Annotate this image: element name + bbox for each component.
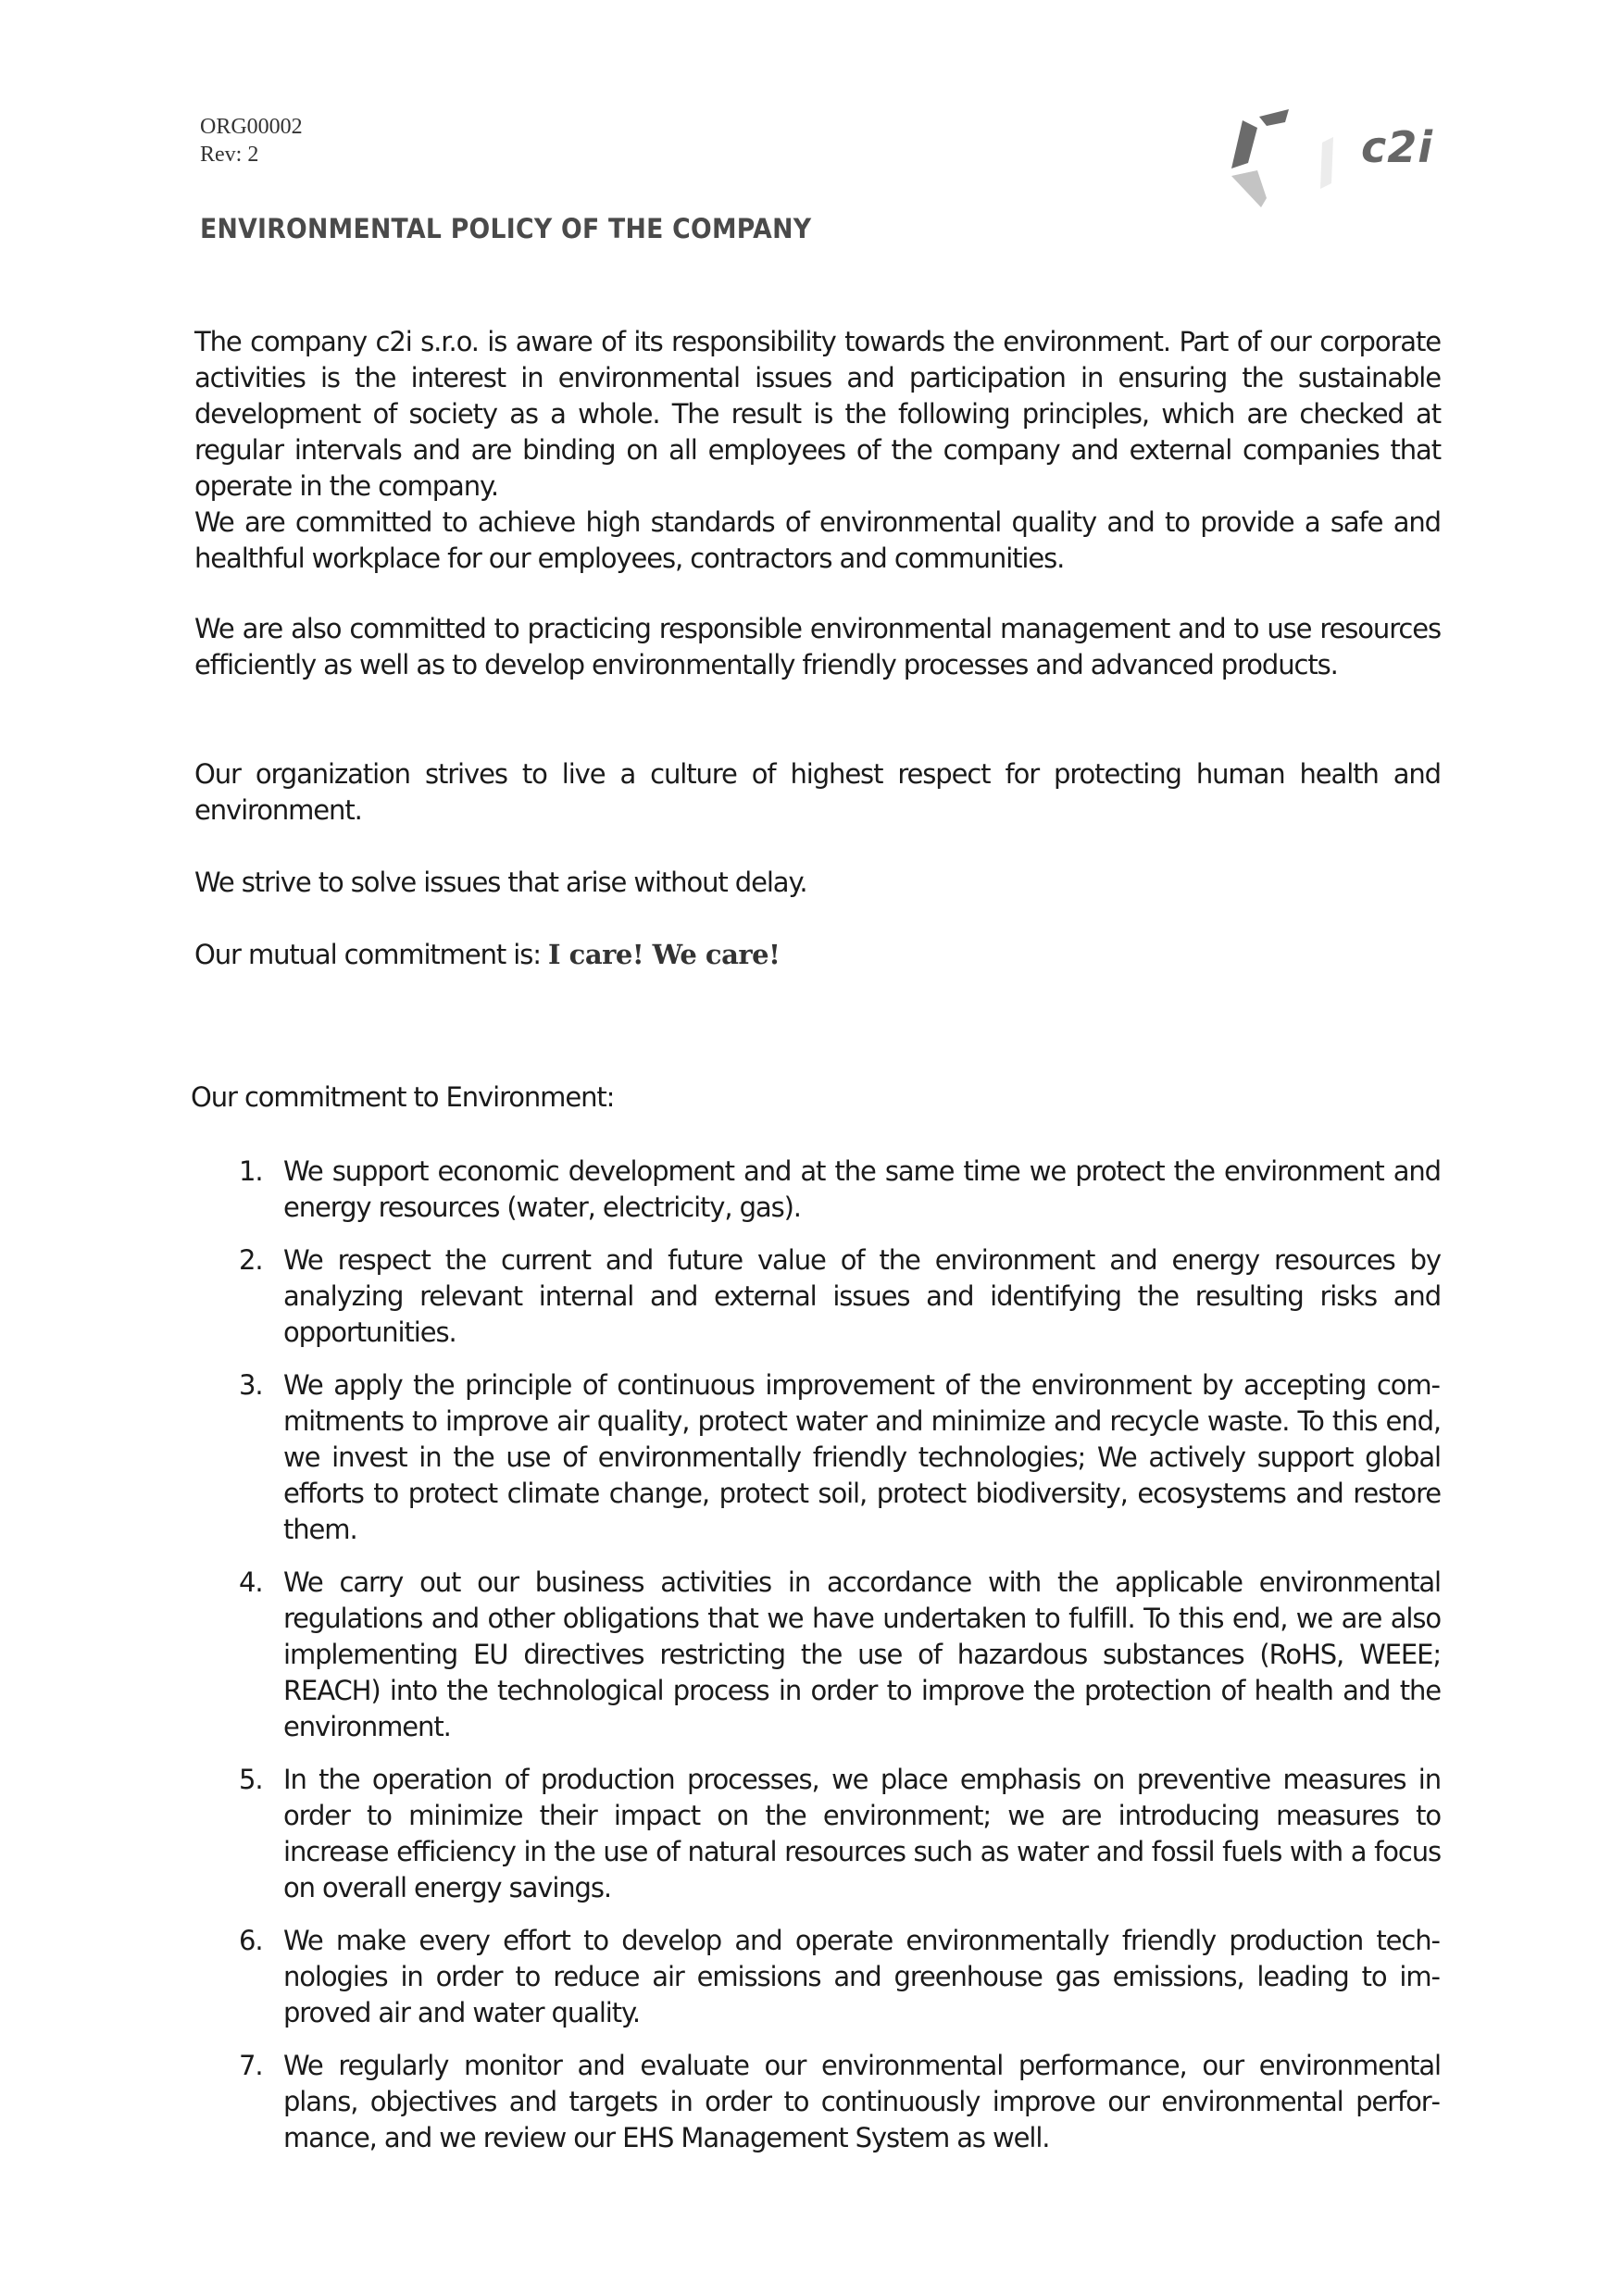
company-logo <box>1220 109 1461 211</box>
strive-section <box>194 865 1441 901</box>
list-item-text: In the operation of production processes, we place emphasis on preventive measures in order to minimize their impact on the environment; we are introducing measures to increase efficiency in the use of natural resources such as water and fossil fuels with a focus on overall energy savings. <box>283 1764 1441 1903</box>
mutual-commitment-motto: I care! We care! <box>548 939 781 970</box>
list-item <box>231 1154 1441 1226</box>
mutual-commitment-paragraph <box>194 937 1441 973</box>
organization-section <box>194 756 1441 829</box>
list-item <box>231 1367 1441 1548</box>
strive-paragraph: We strive to solve issues that arise without delay. <box>194 867 807 898</box>
list-item-text: We regularly monitor and evaluate our environmental performance, our environmental plans, objectives and targets in order to continuously improve our environmental performance, and we review our EHS Management System as well. <box>283 2050 1441 2153</box>
document-meta <box>200 113 303 168</box>
mutual-commitment-prefix: Our mutual commitment is: <box>194 939 549 970</box>
committed-paragraph: We are committed to achieve high standards of environmental quality and to provide a safe and healthful workplace for our employees, contractors and communities. <box>194 506 1441 574</box>
list-item <box>231 1242 1441 1351</box>
intro-section <box>194 324 1441 577</box>
document-revision: Rev: 2 <box>200 143 259 167</box>
list-item-number: 7. <box>239 2050 263 2081</box>
list-item-text: We support economic development and at the same time we protect the environment and energy resources (water, electricity, gas). <box>283 1155 1441 1223</box>
mutual-commitment-section <box>194 937 1441 973</box>
list-item-text: We carry out our business activities in accordance with the applicable environmental regulations and other obligations that we have undertaken to fulfill. To this end, we are also implementing EU directives restricting the use of hazardous substances (RoHS, WEEE; REACH) into the technological process in order to improve the protection of health and the environment. <box>283 1566 1441 1742</box>
also-committed-section <box>194 611 1441 683</box>
c2i-logo-mark-icon <box>1220 109 1359 211</box>
list-item-number: 6. <box>239 1925 263 1956</box>
list-item <box>231 1762 1441 1906</box>
list-item-number: 1. <box>239 1155 263 1187</box>
commitment-list <box>231 1154 1441 2173</box>
commitment-heading: Our commitment to Environment: <box>191 1081 615 1113</box>
list-item-number: 2. <box>239 1244 263 1276</box>
logo-wordmark: c2i <box>1361 122 1434 172</box>
intro-paragraph: The company c2i s.r.o. is aware of its responsibility towards the environment. Part of our corporate activities is the interest in environmental issues and participation in ensuring the sustainable development of society as a whole. The result is the following principles, which are checked at regular intervals and are binding on all employees of the company and external companies that operate in the company. <box>194 326 1441 502</box>
list-item-text: We respect the current and future value of the environment and energy resources by analyzing relevant internal and external issues and identifying the resulting risks and opportunities. <box>283 1244 1441 1348</box>
also-committed-paragraph: We are also committed to practicing responsible environmental management and to use resources efficiently as well as to develop environmentally friendly processes and advanced products. <box>194 613 1441 680</box>
list-item-text: We make every effort to develop and operate environmentally friendly production technologies in order to reduce air emissions and greenhouse gas emissions, leading to improved air and water quality. <box>283 1925 1441 2028</box>
list-item <box>231 2048 1441 2156</box>
list-item <box>231 1923 1441 2031</box>
list-item-number: 3. <box>239 1369 263 1401</box>
commitment-heading-section <box>191 1079 1437 1116</box>
list-item <box>231 1565 1441 1745</box>
document-code: ORG00002 <box>200 115 303 139</box>
organization-paragraph: Our organization strives to live a culture of highest respect for protecting human health and environment. <box>194 758 1441 826</box>
list-item-text: We apply the principle of continuous improvement of the environment by accepting commitments to improve air quality, protect water and minimize and recycle waste. To this end, we invest in the use of environmentally friendly technologies; We actively support global efforts to protect climate change, protect soil, protect biodiversity, ecosystems and restore them. <box>283 1369 1441 1545</box>
list-item-number: 4. <box>239 1566 263 1598</box>
list-item-number: 5. <box>239 1764 263 1795</box>
page-title: ENVIRONMENTAL POLICY OF THE COMPANY <box>200 213 812 244</box>
